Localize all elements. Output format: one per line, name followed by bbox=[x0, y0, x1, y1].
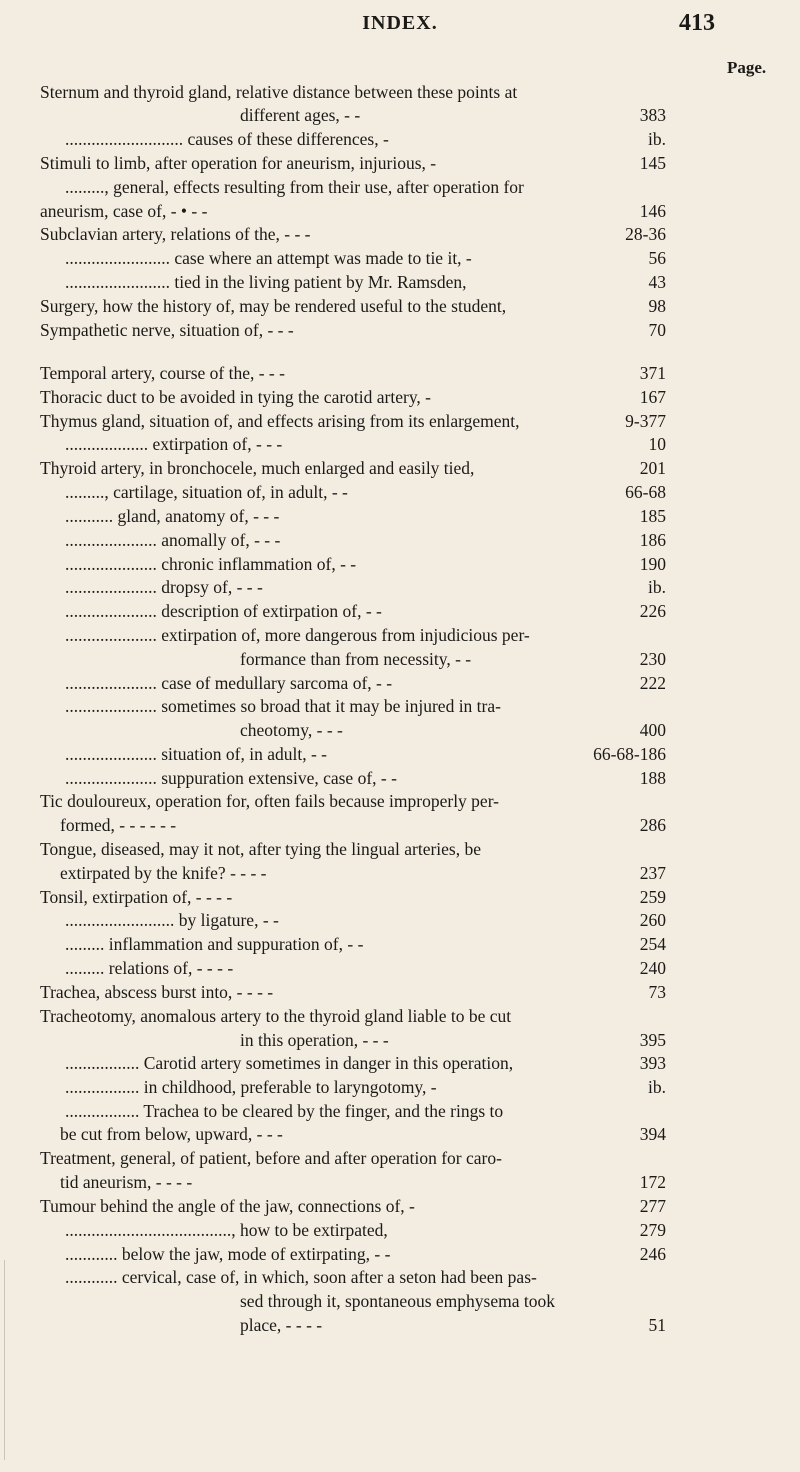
index-entry-line bbox=[0, 956, 800, 980]
index-entry-line bbox=[0, 599, 800, 623]
entry-text: ........................ tied in the living patient by Mr. Ramsden, bbox=[65, 272, 467, 292]
entry-text: Sternum and thyroid gland, relative distance between these points at bbox=[40, 82, 518, 102]
entry-text: ........................ case where an attempt was made to tie it, - bbox=[65, 248, 472, 268]
entry-page-ref: 145 bbox=[639, 153, 666, 173]
entry-text: formance than from necessity, - - bbox=[240, 649, 472, 669]
entry-page-ref: 395 bbox=[639, 1030, 666, 1050]
entry-text: ........... gland, anatomy of, - - - bbox=[65, 506, 280, 526]
index-entry-line bbox=[0, 409, 800, 433]
entry-text: ............ below the jaw, mode of extirpating, - - bbox=[65, 1244, 391, 1264]
index-entry-line bbox=[0, 1265, 800, 1289]
entry-page-ref: 230 bbox=[639, 649, 666, 669]
entry-text: Sympathetic nerve, situation of, - - - bbox=[40, 320, 294, 340]
index-entry-line bbox=[0, 1289, 800, 1313]
entry-text: ................... extirpation of, - - - bbox=[65, 434, 283, 454]
index-entry-line bbox=[0, 1051, 800, 1075]
entry-page-ref: 43 bbox=[648, 272, 666, 292]
index-entry-line bbox=[0, 199, 800, 223]
entry-text: different ages, - - bbox=[240, 105, 361, 125]
entry-page-ref: 146 bbox=[639, 201, 666, 221]
entry-text: ..................... chronic inflammation of, - - bbox=[65, 554, 357, 574]
index-entry-line bbox=[0, 837, 800, 861]
entry-text: Thoracic duct to be avoided in tying the carotid artery, - bbox=[40, 387, 432, 407]
index-entry-line bbox=[0, 294, 800, 318]
entry-text: tid aneurism, - - - - bbox=[60, 1172, 193, 1192]
index-entry-line bbox=[0, 432, 800, 456]
entry-page-ref: 98 bbox=[648, 296, 666, 316]
entry-text: formed, - - - - - - bbox=[60, 815, 177, 835]
entry-page-ref: 237 bbox=[639, 863, 666, 883]
entry-page-ref: 394 bbox=[639, 1124, 666, 1144]
entry-page-ref: 226 bbox=[639, 601, 666, 621]
entry-text: Tic douloureux, operation for, often fails because improperly per- bbox=[40, 791, 499, 811]
entry-text: ..................... dropsy of, - - - bbox=[65, 577, 263, 597]
index-entry-line bbox=[0, 932, 800, 956]
entry-page-ref: 201 bbox=[639, 458, 666, 478]
entry-text: ........., cartilage, situation of, in adult, - - bbox=[65, 482, 348, 502]
index-entry-line bbox=[0, 1004, 800, 1028]
entry-text: ........., general, effects resulting from their use, after operation for bbox=[65, 177, 524, 197]
entry-page-ref: 260 bbox=[639, 910, 666, 930]
index-entry-line bbox=[0, 1122, 800, 1146]
entry-page-ref: 240 bbox=[639, 958, 666, 978]
index-entry-line bbox=[0, 813, 800, 837]
index-entry-line bbox=[0, 175, 800, 199]
index-entry-line bbox=[0, 575, 800, 599]
entry-text: cheotomy, - - - bbox=[240, 720, 343, 740]
index-entry-line bbox=[0, 127, 800, 151]
entry-page-ref: 185 bbox=[639, 506, 666, 526]
page-number: 413 bbox=[679, 10, 715, 36]
running-head bbox=[0, 8, 800, 40]
index-entry-line bbox=[0, 80, 800, 104]
entry-text: ..................... sometimes so broad that it may be injured in tra- bbox=[65, 696, 501, 716]
index-entry-line bbox=[0, 766, 800, 790]
entry-text: Thymus gland, situation of, and effects arising from its enlargement, bbox=[40, 411, 520, 431]
entry-page-ref: 371 bbox=[639, 363, 666, 383]
entry-text: Trachea, abscess burst into, - - - - bbox=[40, 982, 274, 1002]
entry-text: Tonsil, extirpation of, - - - - bbox=[40, 887, 233, 907]
entry-page-ref: 186 bbox=[639, 530, 666, 550]
entry-text: ..................... suppuration extensive, case of, - - bbox=[65, 768, 397, 788]
entry-page-ref: ib. bbox=[648, 1077, 666, 1097]
index-entry-line bbox=[0, 151, 800, 175]
entry-page-ref: 254 bbox=[639, 934, 666, 954]
index-entry-line bbox=[0, 1313, 800, 1337]
index-entry-line bbox=[0, 861, 800, 885]
entry-text: ........................... causes of these differences, - bbox=[65, 129, 389, 149]
page-edge-mark bbox=[4, 1260, 5, 1460]
entry-text: ................. in childhood, preferable to laryngotomy, - bbox=[65, 1077, 437, 1097]
index-entry-line bbox=[0, 885, 800, 909]
entry-text: ................. Trachea to be cleared by the finger, and the rings to bbox=[65, 1101, 504, 1121]
index-entry-line bbox=[0, 385, 800, 409]
entry-page-ref: ib. bbox=[648, 129, 666, 149]
index-entry-line bbox=[0, 1099, 800, 1123]
index-entry-line bbox=[0, 222, 800, 246]
entry-text: ..................... case of medullary sarcoma of, - - bbox=[65, 673, 393, 693]
entry-text: ......... inflammation and suppuration of, - - bbox=[65, 934, 364, 954]
entry-text: ..................... description of extirpation of, - - bbox=[65, 601, 382, 621]
entry-page-ref: 9-377 bbox=[625, 411, 666, 431]
entry-page-ref: 10 bbox=[648, 434, 666, 454]
index-entry-line bbox=[0, 318, 800, 342]
entry-text: Surgery, how the history of, may be rendered useful to the student, bbox=[40, 296, 507, 316]
index-entry-line bbox=[0, 246, 800, 270]
entry-page-ref: 190 bbox=[639, 554, 666, 574]
index-entry-line bbox=[0, 1218, 800, 1242]
entry-page-ref: 383 bbox=[639, 105, 666, 125]
index-entry-line bbox=[0, 1146, 800, 1170]
entry-page-ref: 66-68-186 bbox=[593, 744, 666, 764]
index-entry-line bbox=[0, 718, 800, 742]
entry-page-ref: 51 bbox=[648, 1315, 666, 1335]
entry-text: aneurism, case of, - • - - bbox=[40, 201, 208, 221]
index-entry-line bbox=[0, 528, 800, 552]
index-entry-line bbox=[0, 647, 800, 671]
entry-text: Tracheotomy, anomalous artery to the thyroid gland liable to be cut bbox=[40, 1006, 512, 1026]
entry-text: Tumour behind the angle of the jaw, connections of, - bbox=[40, 1196, 415, 1216]
entry-text: Treatment, general, of patient, before and after operation for caro- bbox=[40, 1148, 502, 1168]
index-entry-line bbox=[0, 1242, 800, 1266]
index-entry-line bbox=[0, 456, 800, 480]
entry-page-ref: 56 bbox=[648, 248, 666, 268]
entry-page-ref: 259 bbox=[639, 887, 666, 907]
entry-text: place, - - - - bbox=[240, 1315, 323, 1335]
index-entry-line bbox=[0, 1194, 800, 1218]
index-entry-line bbox=[0, 980, 800, 1004]
index-entry-line bbox=[0, 270, 800, 294]
entry-page-ref: 28-36 bbox=[625, 224, 666, 244]
entry-text: be cut from below, upward, - - - bbox=[60, 1124, 283, 1144]
entry-text: ..................... situation of, in adult, - - bbox=[65, 744, 327, 764]
index-entry-line bbox=[0, 480, 800, 504]
entry-page-ref: 66-68 bbox=[625, 482, 666, 502]
index-entry-line bbox=[0, 103, 800, 127]
entry-page-ref: 167 bbox=[639, 387, 666, 407]
index-entry-line bbox=[0, 1028, 800, 1052]
entry-text: ..................... anomally of, - - - bbox=[65, 530, 281, 550]
entry-page-ref: ib. bbox=[648, 577, 666, 597]
entry-text: ......................................, how to be extirpated, bbox=[65, 1220, 388, 1240]
entry-page-ref: 393 bbox=[639, 1053, 666, 1073]
index-entry-line bbox=[0, 623, 800, 647]
entry-text: ......... relations of, - - - - bbox=[65, 958, 234, 978]
index-entry-line bbox=[0, 671, 800, 695]
entry-text: in this operation, - - - bbox=[240, 1030, 389, 1050]
index-entry-line bbox=[0, 742, 800, 766]
index-entry-line bbox=[0, 789, 800, 813]
entry-page-ref: 70 bbox=[648, 320, 666, 340]
entry-page-ref: 172 bbox=[639, 1172, 666, 1192]
index-entry-line bbox=[0, 1170, 800, 1194]
index-entry-line bbox=[0, 908, 800, 932]
entry-text: extirpated by the knife? - - - - bbox=[60, 863, 267, 883]
entry-page-ref: 279 bbox=[639, 1220, 666, 1240]
page-column-label: Page. bbox=[727, 58, 767, 77]
index-entry-line bbox=[0, 552, 800, 576]
index-entry-line bbox=[0, 504, 800, 528]
entry-text: ..................... extirpation of, more dangerous from injudicious per- bbox=[65, 625, 530, 645]
entry-text: Thyroid artery, in bronchocele, much enlarged and easily tied, bbox=[40, 458, 475, 478]
entry-text: ............ cervical, case of, in which, soon after a seton had been pas- bbox=[65, 1267, 537, 1287]
entry-text: Tongue, diseased, may it not, after tying the lingual arteries, be bbox=[40, 839, 482, 859]
index-entry-line bbox=[0, 1075, 800, 1099]
entry-page-ref: 400 bbox=[639, 720, 666, 740]
entry-page-ref: 73 bbox=[648, 982, 666, 1002]
entry-text: Temporal artery, course of the, - - - bbox=[40, 363, 285, 383]
entry-text: sed through it, spontaneous emphysema took bbox=[240, 1291, 555, 1311]
entry-page-ref: 277 bbox=[639, 1196, 666, 1216]
entry-page-ref: 222 bbox=[639, 673, 666, 693]
entry-text: Subclavian artery, relations of the, - - - bbox=[40, 224, 311, 244]
entry-page-ref: 188 bbox=[639, 768, 666, 788]
entry-text: ......................... by ligature, - - bbox=[65, 910, 279, 930]
running-head-title: INDEX. bbox=[362, 12, 438, 34]
entry-text: ................. Carotid artery sometimes in danger in this operation, bbox=[65, 1053, 514, 1073]
index-entry-line bbox=[0, 694, 800, 718]
entry-page-ref: 286 bbox=[639, 815, 666, 835]
entry-text: Stimuli to limb, after operation for aneurism, injurious, - bbox=[40, 153, 437, 173]
index-entry-line bbox=[0, 361, 800, 385]
entry-page-ref: 246 bbox=[639, 1244, 666, 1264]
